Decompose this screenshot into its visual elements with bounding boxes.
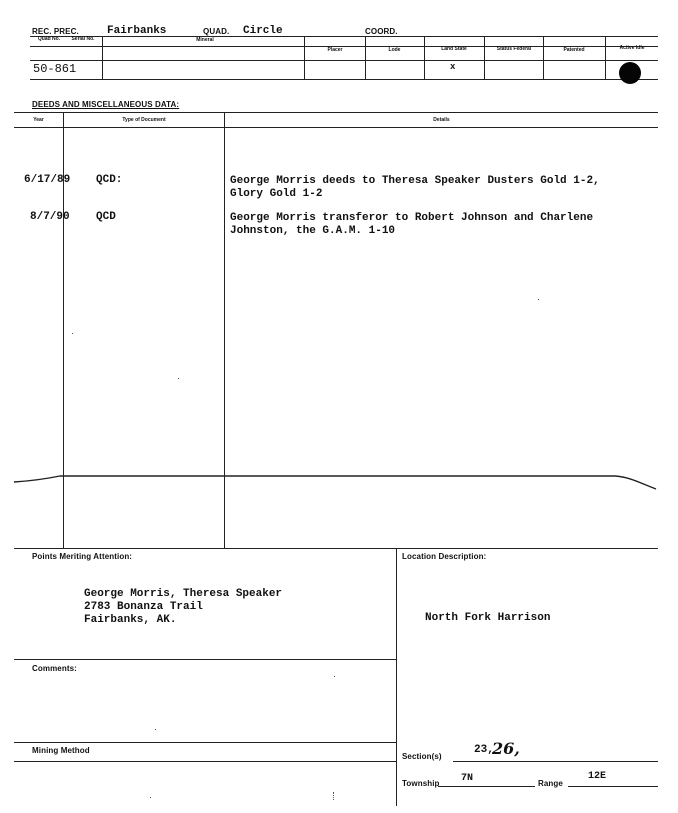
section-label: Section(s) <box>402 752 442 761</box>
scan-speck <box>538 299 539 300</box>
location-text: North Fork Harrison <box>425 612 551 624</box>
range-underline <box>568 786 658 787</box>
bottom-col-divider <box>396 548 397 806</box>
deeds-header-line <box>14 127 658 128</box>
col-divider <box>543 36 544 79</box>
entry-year: 8/7/90 <box>30 211 70 223</box>
scan-speck <box>72 333 73 334</box>
header-top-line <box>30 36 658 37</box>
scan-speck <box>155 729 156 730</box>
active-idle-filled-circle <box>619 62 641 84</box>
comments-label: Comments: <box>32 664 77 673</box>
scan-speck <box>178 378 179 379</box>
deeds-top-line <box>14 112 658 113</box>
section-value-typed: 23, <box>474 744 494 756</box>
points-meriting-attention-label: Points Meriting Attention: <box>32 552 133 561</box>
col-land-state: Land State <box>441 46 467 52</box>
scan-speck <box>333 792 335 800</box>
township-value: 7N <box>461 773 474 784</box>
mining-method-top-line <box>14 742 396 743</box>
col-details: Details <box>433 117 450 123</box>
quad-value: Circle <box>243 25 283 37</box>
col-divider <box>484 36 485 79</box>
col-patented: Patented <box>563 47 585 53</box>
entry-type: QCD <box>96 211 116 223</box>
col-divider <box>365 36 366 79</box>
land-state-mark: x <box>450 62 456 72</box>
entry-year: 6/17/89 <box>24 174 71 186</box>
location-description-label: Location Description: <box>402 552 487 561</box>
scan-speck <box>150 797 151 798</box>
col-status-federal: Status Federal <box>496 46 532 52</box>
col-active-idle: Active Idle <box>619 45 645 51</box>
col-mineral: Mineral <box>196 37 214 43</box>
header-bottom-line <box>30 79 658 80</box>
entry-details: George Morris transferor to Robert Johnson and Charlene Johnston, the G.A.M. 1-10 <box>230 212 594 237</box>
hand-drawn-line <box>0 465 678 495</box>
col-placer: Placer <box>327 47 343 53</box>
col-serial-no: Serial No. <box>71 36 95 42</box>
coord-label: COORD. <box>365 27 398 36</box>
deeds-section-title: DEEDS AND MISCELLANEOUS DATA: <box>32 100 180 109</box>
col-divider <box>102 36 103 79</box>
quad-label: QUAD. <box>203 27 230 36</box>
range-value: 12E <box>588 771 607 782</box>
entry-type: QCD: <box>96 174 123 186</box>
col-year: Year <box>33 117 44 123</box>
section-value-handwritten: 26, <box>492 739 520 758</box>
mining-method-bottom-line <box>14 761 396 762</box>
col-divider <box>605 36 606 79</box>
scan-speck <box>334 676 335 677</box>
col-quad-no: Quad No. <box>37 36 61 42</box>
township-label: Township <box>402 779 440 788</box>
rec-prec-label: REC. PREC. <box>32 27 79 36</box>
rec-prec-value: Fairbanks <box>107 25 167 37</box>
bottom-top-line <box>14 548 658 549</box>
quad-no-value: 50-861 <box>33 62 77 76</box>
range-label: Range <box>538 779 563 788</box>
col-type-of-document: Type of Document <box>122 117 166 123</box>
col-divider <box>304 36 305 79</box>
mining-method-label: Mining Method <box>32 746 90 755</box>
entry-details: George Morris deeds to Theresa Speaker Dusters Gold 1-2, Glory Gold 1-2 <box>230 175 600 200</box>
comments-top-line <box>14 659 396 660</box>
col-divider <box>424 36 425 79</box>
township-underline <box>438 786 535 787</box>
points-text: George Morris, Theresa Speaker 2783 Bonanza Trail Fairbanks, AK. <box>84 588 283 626</box>
header-mid-line <box>30 60 658 61</box>
section-underline <box>453 761 658 762</box>
col-lode: Lode <box>388 47 401 53</box>
